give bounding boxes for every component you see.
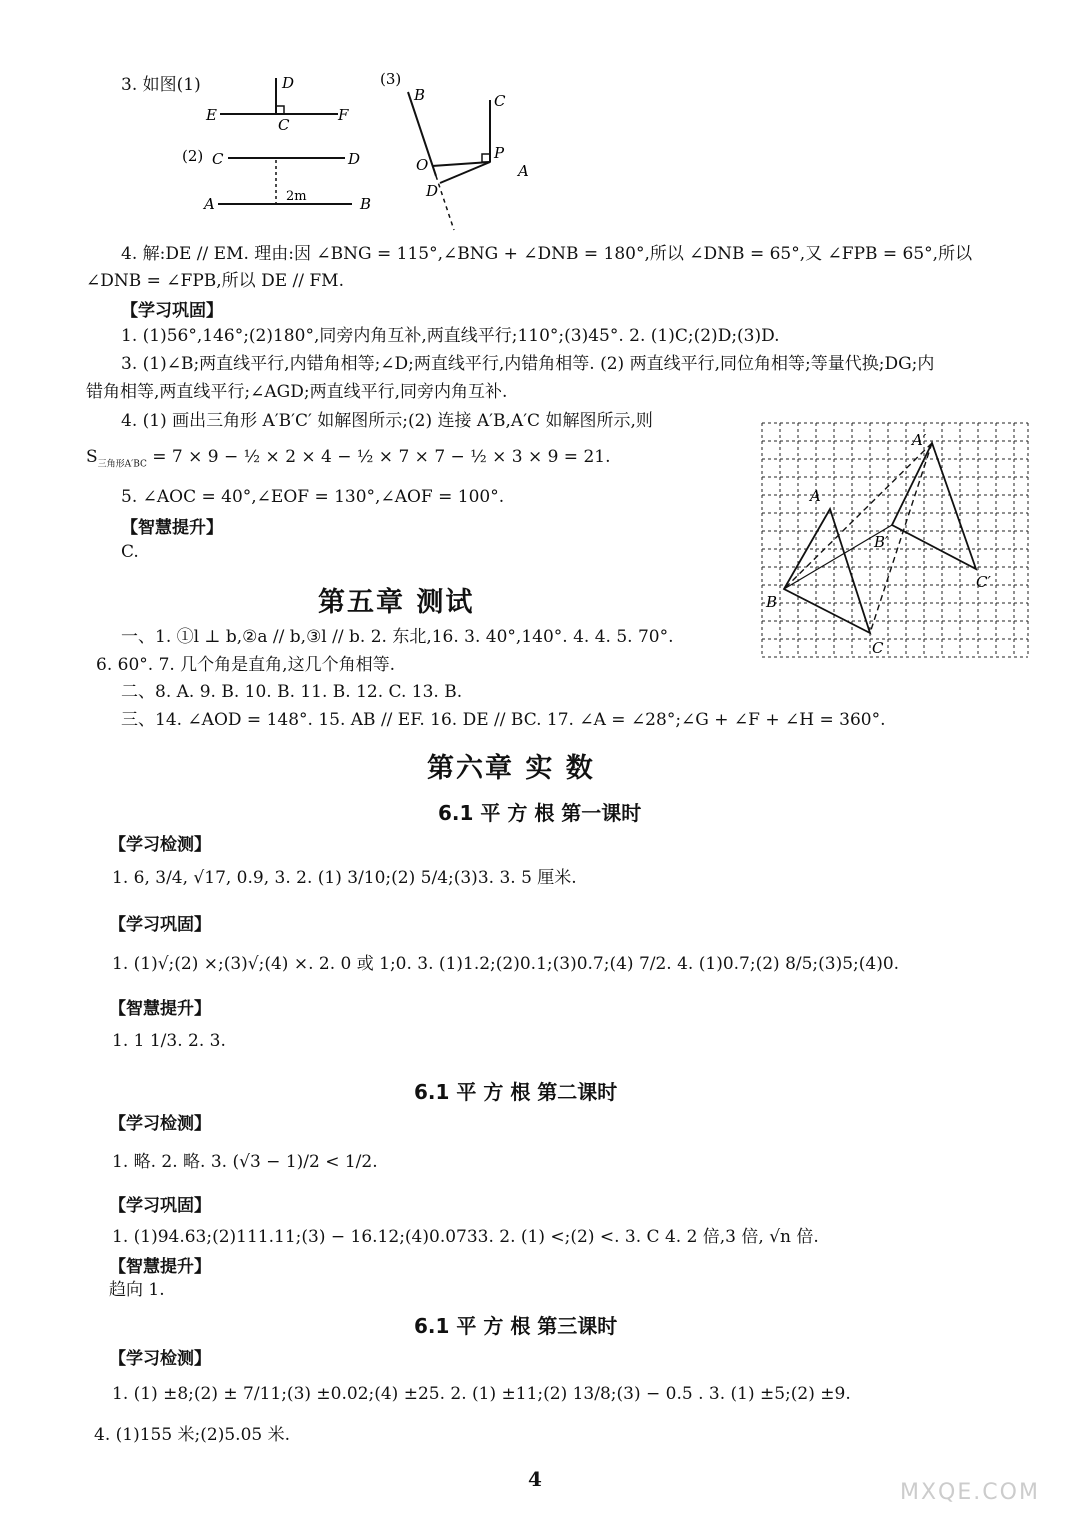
area-s: S: [86, 447, 98, 467]
figure-3: [378, 70, 538, 240]
label-e: E: [206, 106, 217, 124]
fig3-label: (3): [380, 70, 402, 88]
label-b3: B: [414, 86, 426, 104]
section-3-title: 6.1 平 方 根 第三课时: [414, 1314, 618, 1338]
figure-2: [180, 145, 380, 215]
consolidate-line4: 4. (1) 画出三角形 A′B′C′ 如解图所示;(2) 连接 A′B,A′C 如解图所示,则: [121, 411, 653, 431]
chapter5-line1: 一、1. ①l ⊥ b,②a // b,③l // b. 2. 东北,16. 3. 40°,140°. 4. 4. 5. 70°.: [121, 627, 674, 647]
label-c2: C: [212, 150, 224, 168]
area-expression: = 7 × 9 − ½ × 2 × 4 − ½ × 7 × 7 − ½ × 3 × 9 = 21.: [152, 447, 611, 467]
consolidate-line6: 5. ∠AOC = 40°,∠EOF = 130°,∠AOF = 100°.: [121, 487, 505, 507]
s1-check-answer: 1. 6, 3/4, √17, 0.9, 3. 2. (1) 3/10;(2) 5/4;(3)3. 3. 5 厘米.: [112, 868, 577, 888]
label-b: B: [766, 593, 778, 611]
watermark: MXQE.COM: [900, 1480, 1040, 1505]
right-angle-mark: [276, 106, 284, 114]
section-1-title: 6.1 平 方 根 第一课时: [438, 801, 642, 825]
label-d: D: [282, 74, 295, 92]
label-p3: P: [494, 144, 505, 162]
label-a3: A: [518, 162, 529, 180]
section-2-title: 6.1 平 方 根 第二课时: [414, 1080, 618, 1104]
s2-consolidate-heading: 【学习巩固】: [109, 1196, 211, 1216]
s1-check-heading: 【学习检测】: [109, 835, 211, 855]
s2-wisdom-heading: 【智慧提升】: [109, 1257, 211, 1277]
consolidate-line2: 3. (1)∠B;两直线平行,内错角相等;∠D;两直线平行,内错角相等. (2) 两直线平行,同位角相等;等量代换;DG;内: [121, 354, 935, 374]
label-d2: D: [348, 150, 361, 168]
fig2-label: (2): [182, 147, 204, 165]
label-c: C: [278, 116, 290, 134]
s1-consolidate-answer: 1. (1)√;(2) ×;(3)√;(4) ×. 2. 0 或 1;0. 3. (1)1.2;(2)0.1;(3)0.7;(4) 7/2. 4. (1)0.7;(2) 8/5;(3)5;(4)0.: [112, 954, 900, 974]
consolidate-line3: 错角相等,两直线平行;∠AGD;两直线平行,同旁内角互补.: [86, 382, 508, 402]
chapter5-line2: 6. 60°. 7. 几个角是直角,这几个角相等.: [96, 655, 395, 675]
label-a-prime: A′: [912, 431, 927, 449]
grid-lines: [762, 423, 1028, 657]
line-od-dashed: [436, 176, 454, 230]
right-angle-p: [482, 154, 490, 162]
s2-wisdom-answer: 趋向 1.: [109, 1280, 165, 1300]
s2-check-heading: 【学习检测】: [109, 1114, 211, 1134]
s1-wisdom-heading: 【智慧提升】: [109, 999, 211, 1019]
consolidate-heading: 【学习巩固】: [121, 301, 223, 321]
chapter5-line4: 三、14. ∠AOD = 148°. 15. AB // EF. 16. DE // BC. 17. ∠A = ∠28°;∠G + ∠F + ∠H = 360°.: [121, 710, 886, 730]
label-c-prime: C′: [976, 573, 991, 591]
consolidate-line1: 1. (1)56°,146°;(2)180°,同旁内角互补,两直线平行;110°;(3)45°. 2. (1)C;(2)D;(3)D.: [121, 326, 780, 346]
q4-line2: ∠DNB = ∠FPB,所以 DE // FM.: [86, 271, 344, 291]
label-c3: C: [494, 92, 506, 110]
label-d3: D: [426, 182, 439, 200]
label-b-prime: B′: [874, 533, 889, 551]
label-f: F: [338, 106, 349, 124]
s3-line2: 4. (1)155 米;(2)5.05 米.: [94, 1425, 291, 1445]
s1-consolidate-heading: 【学习巩固】: [109, 915, 211, 935]
area-formula: [86, 446, 611, 475]
s2-check-answer: 1. 略. 2. 略. 3. (√3 − 1)/2 < 1/2.: [112, 1152, 378, 1172]
wisdom-heading: 【智慧提升】: [121, 518, 223, 538]
label-a: A: [810, 487, 821, 505]
triangle-abc: [784, 509, 870, 633]
chapter6-title: 第六章 实 数: [427, 753, 595, 784]
q3-label: 3. 如图(1): [121, 75, 201, 95]
chapter5-line3: 二、8. A. 9. B. 10. B. 11. B. 12. C. 13. B.: [121, 682, 463, 702]
s3-check-answer: 1. (1) ±8;(2) ± 7/11;(3) ±0.02;(4) ±25. 2. (1) ±11;(2) 13/8;(3) − 0.5 . 3. (1) ±5;(2) ±9.: [112, 1384, 851, 1404]
area-sub: 三角形A′BC: [97, 459, 147, 470]
s2-consolidate-answer: 1. (1)94.63;(2)111.11;(3) − 16.12;(4)0.0733. 2. (1) <;(2) <. 3. C 4. 2 倍,3 倍, √n 倍.: [112, 1227, 819, 1247]
chapter5-title: 第五章 测试: [318, 587, 475, 618]
grid-figure: [762, 423, 1030, 659]
page-number: 4: [528, 1467, 542, 1491]
s3-check-heading: 【学习检测】: [109, 1349, 211, 1369]
wisdom-answer: C.: [121, 542, 139, 562]
label-o3: O: [416, 156, 429, 174]
label-c: C: [872, 639, 884, 657]
figure-1: [200, 70, 370, 140]
label-b2: B: [360, 195, 372, 213]
label-2m: 2m: [286, 189, 307, 204]
label-a2: A: [204, 195, 215, 213]
triangle-a-prime: [892, 443, 976, 569]
q4-line1: 4. 解:DE // EM. 理由:因 ∠BNG = 115°,∠BNG + ∠DNB = 180°,所以 ∠DNB = 65°,又 ∠FPB = 65°,所以: [121, 244, 973, 264]
s1-wisdom-answer: 1. 1 1/3. 2. 3.: [112, 1031, 226, 1051]
